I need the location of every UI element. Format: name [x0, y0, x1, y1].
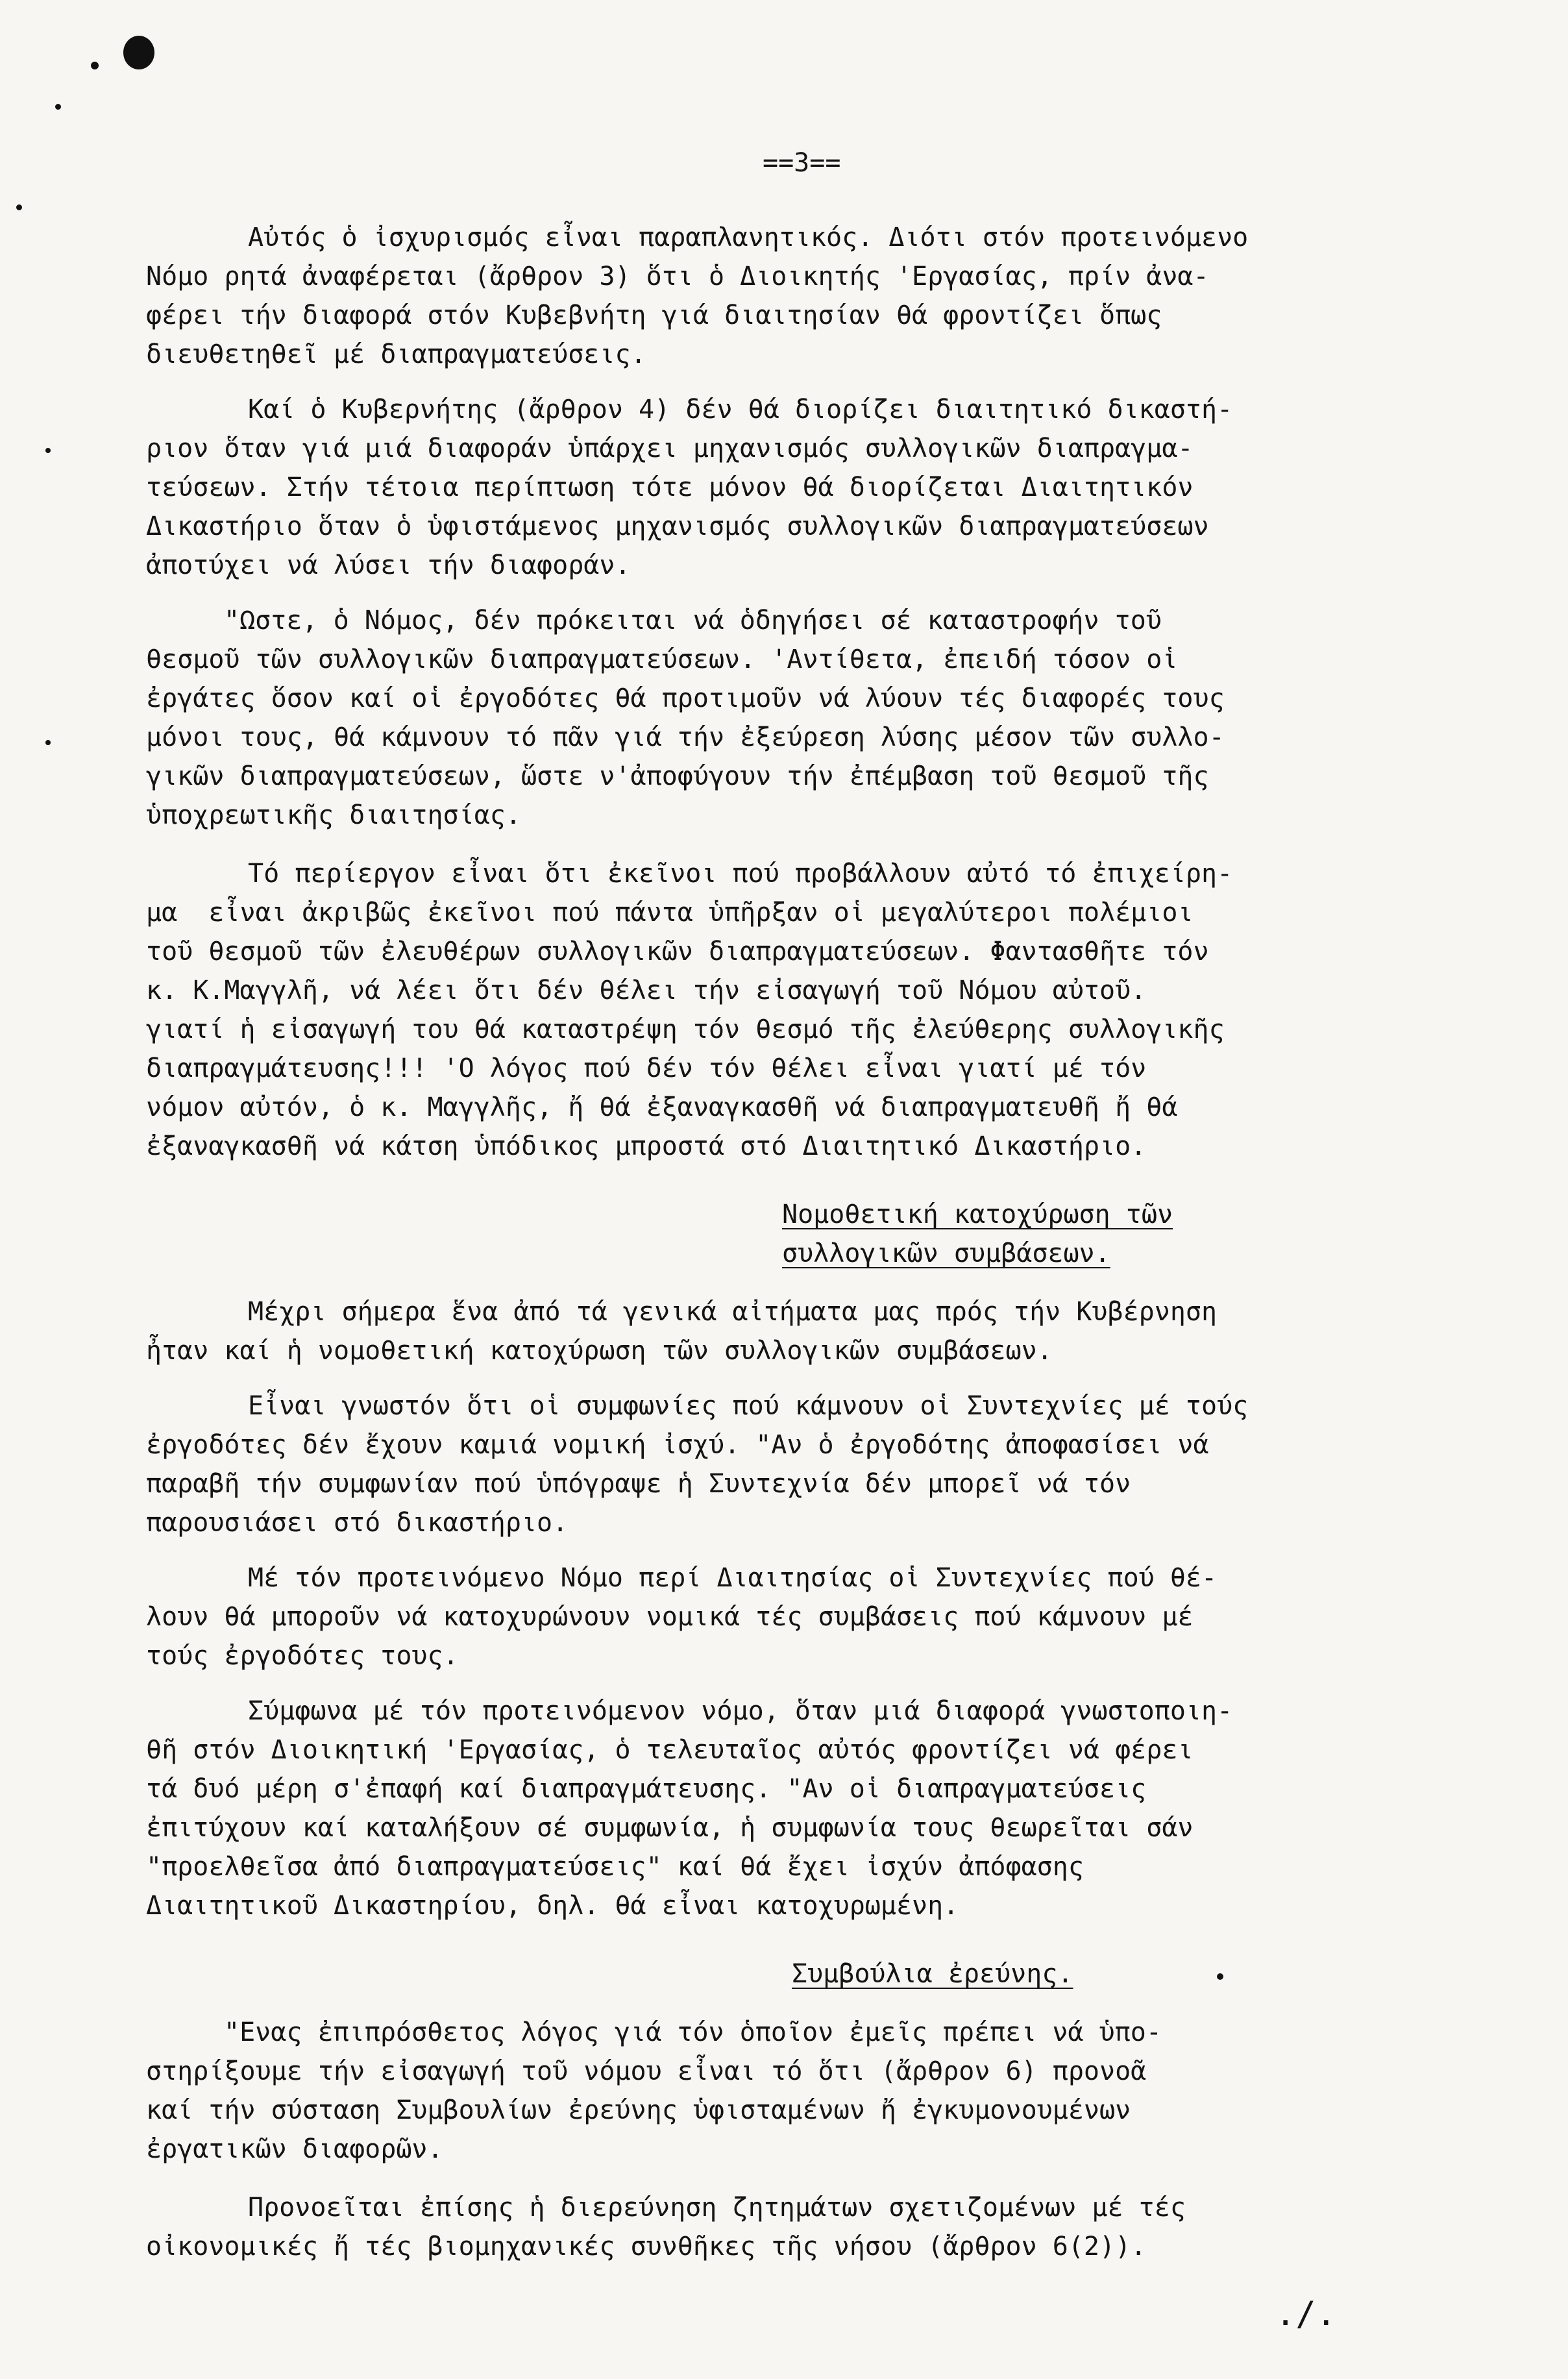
text-line: ἐπιτύχουν καί καταλήξουν σέ συμφωνία, ἡ συμφωνία τους θεωρεῖται σάν — [146, 1813, 1194, 1843]
text-line: ἐργατικῶν διαφορῶν. — [146, 2134, 443, 2164]
text-line: διαπραγμάτευσης!!! 'Ο λόγος πού δέν τόν θέλει εἶναι γιατί μέ τόν — [146, 1054, 1147, 1083]
text-line: Μέχρι σήμερα ἕνα ἀπό τά γενικά αἰτήματα μας πρός τήν Κυβέρνηση — [248, 1297, 1218, 1327]
continuation-mark: ./. — [1275, 2295, 1336, 2334]
text-line: ἦταν καί ἡ νομοθετική κατοχύρωση τῶν συλλογικῶν συμβάσεων. — [146, 1336, 1053, 1366]
text-line: ἐργάτες ὅσον καί οἱ ἐργοδότες θά προτιμοῦν νά λύουν τές διαφορές τους — [146, 684, 1225, 713]
text-line: μόνοι τους, θά κάμνουν τό πᾶν γιά τήν ἐξεύρεση λύσης μέσον τῶν συλλο- — [146, 722, 1225, 752]
text-line: "Ενας ἐπιπρόσθετος λόγος γιά τόν ὁποῖον ἐμεῖς πρέπει νά ὑπο- — [224, 2017, 1162, 2047]
page-number: ==3== — [763, 148, 841, 178]
text-line: ὑποχρεωτικῆς διαιτησίας. — [146, 800, 521, 830]
text-line: παραβῆ τήν συμφωνίαν πού ὑπόγραψε ἡ Συντεχνία δέν μπορεῖ νά τόν — [146, 1469, 1131, 1499]
text-line: τούς ἐργοδότες τους. — [146, 1641, 459, 1671]
text-line: κ. Κ.Μαγγλῆ, νά λέει ὅτι δέν θέλει τήν εἰσαγωγή τοῦ Νόμου αὐτοῦ. — [146, 976, 1147, 1005]
text-line: οἰκονομικές ἤ τές βιομηχανικές συνθῆκες τῆς νήσου (ἄρθρον 6(2)). — [146, 2232, 1147, 2262]
text-line: ἐξαναγκασθῆ νά κάτση ὑπόδικος μπροστά στό Διαιτητικό Δικαστήριο. — [146, 1131, 1147, 1161]
text-line: γιατί ἡ εἰσαγωγή του θά καταστρέψη τόν θεσμό τῆς ἐλεύθερης συλλογικῆς — [146, 1015, 1225, 1044]
text-line: νόμον αὐτόν, ὁ κ. Μαγγλῆς, ἤ θά ἐξαναγκασθῆ νά διαπραγματευθῆ ἤ θά — [146, 1092, 1178, 1122]
text-line: γικῶν διαπραγματεύσεων, ὥστε ν'ἀποφύγουν τήν ἐπέμβαση τοῦ θεσμοῦ τῆς — [146, 761, 1209, 791]
ink-speck — [91, 62, 99, 69]
section-heading: συλλογικῶν συμβάσεων. — [782, 1239, 1110, 1268]
text-line: θῆ στόν Διοικητική 'Εργασίας, ὁ τελευταῖος αὐτός φροντίζει νά φέρει — [146, 1735, 1194, 1765]
text-line: Αὐτός ὁ ἰσχυρισμός εἶναι παραπλανητικός. Διότι στόν προτεινόμενο — [248, 223, 1249, 253]
text-line: ἐργοδότες δέν ἔχουν καμιά νομική ἰσχύ. "Αν ὁ ἐργοδότης ἀποφασίσει νά — [146, 1430, 1209, 1460]
text-line: "Ωστε, ὁ Νόμος, δέν πρόκειται νά ὁδηγήσει σέ καταστροφήν τοῦ — [224, 606, 1162, 635]
text-line: καί τήν σύσταση Συμβουλίων ἐρεύνης ὑφισταμένων ἤ ἐγκυμονουμένων — [146, 2095, 1131, 2125]
text-line: φέρει τήν διαφορά στόν Κυβεβνήτη γιά διαιτησίαν θά φροντίζει ὅπως — [146, 301, 1162, 330]
text-line: Σύμφωνα μέ τόν προτεινόμενον νόμο, ὅταν μιά διαφορά γνωστοποιη- — [248, 1696, 1233, 1726]
text-line: "προελθεῖσα ἀπό διαπραγματεύσεις" καί θά ἔχει ἰσχύν ἀπόφασης — [146, 1852, 1084, 1882]
text-line: Προνοεῖται ἐπίσης ἡ διερεύνηση ζητημάτων σχετιζομένων μέ τές — [248, 2193, 1186, 2223]
ink-blot — [123, 36, 154, 69]
ink-speck — [16, 204, 22, 210]
text-line: Διαιτητικοῦ Δικαστηρίου, δηλ. θά εἶναι κατοχυρωμένη. — [146, 1891, 959, 1921]
ink-speck — [1217, 1973, 1223, 1980]
text-line: Νόμο ρητά ἀναφέρεται (ἄρθρον 3) ὅτι ὁ Διοικητής 'Εργασίας, πρίν ἀνα- — [146, 262, 1209, 291]
text-line: Δικαστήριο ὅταν ὁ ὑφιστάμενος μηχανισμός συλλογικῶν διαπραγματεύσεων — [146, 512, 1209, 541]
section-heading: Συμβούλια ἐρεύνης. — [792, 1959, 1073, 1989]
ink-speck — [45, 740, 51, 745]
text-line: διευθετηθεῖ μέ διαπραγματεύσεις. — [146, 339, 646, 369]
text-line: τεύσεων. Στήν τέτοια περίπτωση τότε μόνον θά διορίζεται Διαιτητικόν — [146, 473, 1194, 502]
section-heading: Νομοθετική κατοχύρωση τῶν — [782, 1200, 1173, 1229]
text-line: τά δυό μέρη σ'ἐπαφή καί διαπραγμάτευσης. "Αν οἱ διαπραγματεύσεις — [146, 1774, 1147, 1804]
text-line: παρουσιάσει στό δικαστήριο. — [146, 1508, 569, 1538]
text-line: τοῦ θεσμοῦ τῶν ἐλευθέρων συλλογικῶν διαπραγματεύσεων. Φαντασθῆτε τόν — [146, 937, 1209, 967]
text-line: μα εἶναι ἀκριβῶς ἐκεῖνοι πού πάντα ὑπῆρξαν οἱ μεγαλύτεροι πολέμιοι — [146, 898, 1194, 928]
text-line: ριον ὅταν γιά μιά διαφοράν ὑπάρχει μηχανισμός συλλογικῶν διαπραγμα- — [146, 434, 1194, 463]
text-line: Τό περίεργον εἶναι ὅτι ἐκεῖνοι πού προβάλλουν αὐτό τό ἐπιχείρη- — [248, 859, 1233, 889]
text-line: ἀποτύχει νά λύσει τήν διαφοράν. — [146, 550, 631, 580]
text-line: στηρίξουμε τήν εἰσαγωγή τοῦ νόμου εἶναι τό ὅτι (ἄρθρον 6) προνοᾶ — [146, 2056, 1147, 2086]
text-line: Εἶναι γνωστόν ὅτι οἱ συμφωνίες πού κάμνουν οἱ Συντεχνίες μέ τούς — [248, 1391, 1249, 1421]
ink-speck — [55, 104, 61, 110]
text-line: Μέ τόν προτεινόμενο Νόμο περί Διαιτησίας οἱ Συντεχνίες πού θέ- — [248, 1563, 1218, 1593]
text-line: Καί ὁ Κυβερνήτης (ἄρθρον 4) δέν θά διορίζει διαιτητικό δικαστή- — [248, 395, 1233, 425]
text-line: θεσμοῦ τῶν συλλογικῶν διαπραγματεύσεων. 'Αντίθετα, ἐπειδή τόσον οἱ — [146, 645, 1178, 674]
text-line: λουν θά μποροῦν νά κατοχυρώνουν νομικά τές συμβάσεις πού κάμνουν μέ — [146, 1602, 1194, 1632]
ink-speck — [45, 448, 51, 453]
